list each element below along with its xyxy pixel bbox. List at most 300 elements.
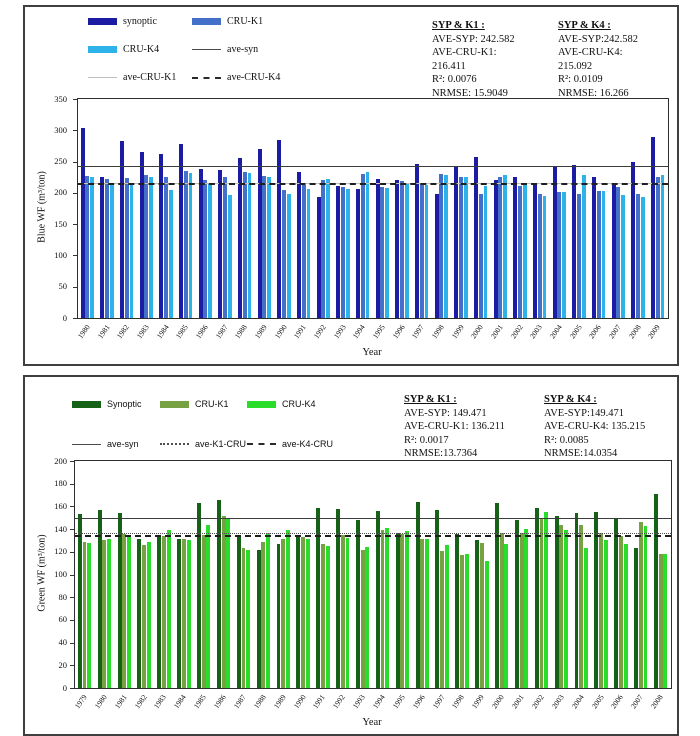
x-tick-label-1981: 1981 <box>112 692 129 711</box>
y-tick-mark <box>70 597 74 598</box>
bar-CRU-K4-2006 <box>602 191 606 318</box>
legend-label: CRU-K1 <box>195 399 229 409</box>
bar-CRU-K1-1997 <box>440 551 444 688</box>
bar-CRU-K1-2004 <box>579 525 583 688</box>
x-tick-label-2008: 2008 <box>648 692 665 711</box>
x-tick-label-1987: 1987 <box>231 692 248 711</box>
bar-CRU-K4-1997 <box>425 185 429 318</box>
bar-synoptic-1985 <box>179 144 183 318</box>
x-tick-label-2009: 2009 <box>645 322 662 341</box>
bar-Synoptic-1995 <box>396 533 400 689</box>
bar-CRU-K1-1990 <box>282 190 286 318</box>
bar-synoptic-1987 <box>218 170 222 318</box>
bar-CRU-K1-1980 <box>102 540 106 688</box>
blue-wf-legend <box>88 16 342 83</box>
legend-item-ave-CRU-K4 <box>192 72 342 83</box>
bar-CRU-K1-1979 <box>83 542 87 688</box>
bar-synoptic-1986 <box>199 169 203 318</box>
bar-synoptic-2008 <box>631 162 635 318</box>
x-tick-label-1988: 1988 <box>251 692 268 711</box>
legend-label: Synoptic <box>107 399 142 409</box>
green-wf-legend <box>72 399 367 449</box>
x-tick-label-1982: 1982 <box>132 692 149 711</box>
legend-swatch-ave-syn <box>192 49 221 50</box>
stats-line: R²: 0.0017 <box>404 434 449 446</box>
legend-label: ave-CRU-K4 <box>227 72 281 83</box>
bar-CRU-K4-1991 <box>307 189 311 319</box>
bar-synoptic-1984 <box>159 154 163 318</box>
bar-CRU-K1-1998 <box>460 555 464 688</box>
bar-synoptic-1997 <box>415 164 419 318</box>
bar-synoptic-1982 <box>120 141 124 318</box>
bar-CRU-K1-1986 <box>203 180 207 318</box>
bar-CRU-K4-1995 <box>405 531 409 688</box>
y-tick-label-0: 0 <box>62 682 67 693</box>
y-tick-mark <box>73 99 77 100</box>
x-tick-label-1997: 1997 <box>430 692 447 711</box>
bar-CRU-K4-1993 <box>346 189 350 319</box>
bar-CRU-K4-1990 <box>287 194 291 319</box>
bar-CRU-K1-1983 <box>162 536 166 688</box>
x-tick-label-2002: 2002 <box>508 322 525 341</box>
legend-label: CRU-K4 <box>123 44 160 55</box>
bar-Synoptic-1979 <box>78 514 82 688</box>
bar-CRU-K1-2006 <box>619 536 623 688</box>
stats-line: NRMSE: 15.9049 <box>432 87 508 99</box>
legend-item-ave-K4-CRU <box>247 439 367 449</box>
green-wf-stats-syp-k1 <box>404 393 544 461</box>
x-tick-label-1989: 1989 <box>271 692 288 711</box>
x-tick-label-1984: 1984 <box>172 692 189 711</box>
bar-Synoptic-1982 <box>137 539 141 688</box>
bar-CRU-K4-1985 <box>189 173 193 318</box>
bar-CRU-K1-2007 <box>616 187 620 318</box>
bar-CRU-K4-1986 <box>208 184 212 318</box>
x-tick-label-2001: 2001 <box>488 322 505 341</box>
stats-line: R²: 0.0085 <box>544 434 589 446</box>
bar-synoptic-2009 <box>651 137 655 318</box>
bar-CRU-K4-1993 <box>365 547 369 688</box>
stats-title: SYP & K4 : <box>558 20 611 31</box>
bar-CRU-K1-2000 <box>479 194 483 319</box>
legend-swatch-CRU-K1 <box>160 401 189 408</box>
bar-synoptic-1992 <box>317 197 321 318</box>
bar-synoptic-2004 <box>553 166 557 318</box>
x-tick-label-1993: 1993 <box>350 692 367 711</box>
x-tick-label-1989: 1989 <box>252 322 269 341</box>
x-tick-label-1995: 1995 <box>390 692 407 711</box>
y-tick-label-100: 100 <box>54 569 67 579</box>
legend-label: ave-CRU-K1 <box>123 72 177 83</box>
bar-CRU-K4-2001 <box>524 529 528 688</box>
bar-CRU-K1-2004 <box>557 192 561 318</box>
bar-CRU-K1-2005 <box>577 194 581 319</box>
x-tick-label-1996: 1996 <box>390 322 407 341</box>
legend-item-CRU-K1 <box>160 399 247 409</box>
y-tick-label-120: 120 <box>54 546 67 557</box>
legend-label: ave-syn <box>107 439 139 449</box>
y-tick-label-200: 200 <box>54 187 67 198</box>
x-tick-label-1994: 1994 <box>370 692 387 711</box>
bar-Synoptic-1984 <box>177 539 181 688</box>
bar-CRU-K1-1992 <box>341 535 345 688</box>
avg-line-ave-CRU-K4 <box>78 183 668 185</box>
bar-CRU-K1-1992 <box>321 180 325 318</box>
green-wf-y-axis-ticks <box>27 455 71 693</box>
legend-swatch-ave-CRU-K1 <box>88 77 117 78</box>
stats-line: NRMSE:13.7364 <box>404 448 478 459</box>
y-tick-label-50: 50 <box>58 281 67 292</box>
bar-CRU-K4-1984 <box>187 540 191 688</box>
bar-CRU-K1-1998 <box>439 174 443 319</box>
bar-CRU-K1-1981 <box>122 534 126 688</box>
stats-line: AVE-SYP:149.471 <box>544 407 625 419</box>
legend-swatch-CRU-K1 <box>192 18 221 25</box>
y-tick-mark <box>73 162 77 163</box>
x-tick-label-2006: 2006 <box>609 692 626 711</box>
bar-CRU-K4-1992 <box>326 179 330 318</box>
stats-line: AVE-CRU-K1: 136.211 <box>404 421 505 432</box>
legend-label: synoptic <box>123 16 157 27</box>
bar-CRU-K1-2006 <box>597 191 601 318</box>
green-wf-stats-syp-k4 <box>544 393 684 461</box>
x-tick-label-1997: 1997 <box>409 322 426 341</box>
bar-CRU-K4-1988 <box>248 173 252 318</box>
bar-CRU-K1-1995 <box>380 187 384 318</box>
green-wf-panel <box>23 375 679 736</box>
x-tick-label-1998: 1998 <box>450 692 467 711</box>
bar-CRU-K1-1996 <box>400 181 404 318</box>
x-tick-label-2008: 2008 <box>626 322 643 341</box>
bar-CRU-K1-1984 <box>182 539 186 688</box>
legend-item-CRU-K4 <box>88 44 192 55</box>
stats-line: R²: 0.0076 <box>432 74 477 85</box>
bar-CRU-K1-2002 <box>540 518 544 688</box>
bar-CRU-K1-1982 <box>125 178 129 318</box>
x-tick-label-1979: 1979 <box>72 692 89 711</box>
avg-line-ave-syn <box>75 518 671 519</box>
bar-Synoptic-1997 <box>435 510 439 688</box>
legend-item-ave-syn <box>72 439 160 449</box>
y-tick-mark <box>70 552 74 553</box>
bar-CRU-K1-2007 <box>639 522 643 688</box>
y-tick-label-140: 140 <box>54 523 67 534</box>
bar-CRU-K4-1998 <box>444 175 448 318</box>
bar-Synoptic-1989 <box>277 544 281 688</box>
bar-CRU-K1-2005 <box>599 533 603 689</box>
bar-CRU-K1-1991 <box>302 185 306 318</box>
x-tick-label-1990: 1990 <box>272 322 289 341</box>
bar-CRU-K1-2003 <box>559 525 563 688</box>
bar-CRU-K1-2001 <box>498 177 502 318</box>
bar-CRU-K1-2002 <box>518 186 522 318</box>
bar-CRU-K4-1991 <box>326 546 330 688</box>
bar-CRU-K1-1999 <box>480 543 484 688</box>
bar-synoptic-1995 <box>376 179 380 318</box>
y-tick-mark <box>73 224 77 225</box>
x-tick-label-1991: 1991 <box>291 322 308 341</box>
bar-CRU-K4-1999 <box>485 561 489 688</box>
bar-CRU-K1-2008 <box>636 194 640 319</box>
bar-synoptic-1991 <box>297 172 301 318</box>
bar-CRU-K4-2008 <box>663 554 667 688</box>
y-tick-mark <box>70 506 74 507</box>
y-tick-mark <box>70 575 74 576</box>
legend-swatch-Synoptic <box>72 401 101 408</box>
bar-CRU-K4-1999 <box>464 177 468 318</box>
bar-synoptic-1993 <box>336 186 340 318</box>
x-tick-label-1982: 1982 <box>114 322 131 341</box>
bar-synoptic-2003 <box>533 183 537 318</box>
bar-Synoptic-1983 <box>157 537 161 688</box>
y-tick-label-250: 250 <box>54 156 67 167</box>
y-tick-label-0: 0 <box>62 312 67 323</box>
bar-CRU-K4-1997 <box>445 545 449 688</box>
bar-Synoptic-1996 <box>416 502 420 688</box>
bar-Synoptic-2004 <box>575 513 579 688</box>
bar-CRU-K4-1982 <box>130 184 134 319</box>
y-tick-label-20: 20 <box>58 659 67 670</box>
x-tick-label-1980: 1980 <box>92 692 109 711</box>
bar-CRU-K4-2005 <box>582 175 586 318</box>
x-tick-label-2005: 2005 <box>589 692 606 711</box>
bar-CRU-K4-2003 <box>564 530 568 688</box>
x-tick-label-1998: 1998 <box>429 322 446 341</box>
bar-CRU-K1-1996 <box>420 539 424 688</box>
x-tick-label-2007: 2007 <box>606 322 623 341</box>
legend-item-ave-K1-CRU <box>160 439 247 449</box>
x-tick-label-1999: 1999 <box>449 322 466 341</box>
bar-CRU-K1-1983 <box>144 175 148 318</box>
blue-wf-chart <box>77 98 669 319</box>
legend-swatch-ave-K4-CRU <box>247 443 276 445</box>
bar-CRU-K1-2000 <box>500 533 504 689</box>
legend-swatch-ave-K1-CRU <box>160 443 189 445</box>
x-tick-label-1992: 1992 <box>311 322 328 341</box>
x-tick-label-1996: 1996 <box>410 692 427 711</box>
x-tick-label-1983: 1983 <box>134 322 151 341</box>
legend-label: CRU-K4 <box>282 399 316 409</box>
x-tick-label-1983: 1983 <box>152 692 169 711</box>
bar-CRU-K4-1996 <box>405 183 409 318</box>
x-tick-label-1987: 1987 <box>213 322 230 341</box>
y-tick-mark <box>73 255 77 256</box>
bar-CRU-K1-1997 <box>420 184 424 319</box>
blue-wf-y-axis-title: Blue WF (m³/ton) <box>36 171 48 243</box>
blue-wf-stats-syp-k1 <box>432 19 572 100</box>
green-wf-chart <box>74 460 672 689</box>
legend-item-CRU-K4 <box>247 399 367 409</box>
bar-CRU-K4-1985 <box>206 525 210 688</box>
bar-synoptic-1980 <box>81 128 85 318</box>
y-tick-mark <box>70 529 74 530</box>
bar-CRU-K4-1984 <box>169 190 173 318</box>
bar-CRU-K1-1994 <box>381 530 385 688</box>
x-tick-label-1992: 1992 <box>330 692 347 711</box>
bar-Synoptic-1993 <box>356 520 360 688</box>
stats-line: AVE-CRU-K4: <box>558 47 623 58</box>
bar-CRU-K4-1998 <box>465 554 469 688</box>
bar-CRU-K4-2005 <box>604 540 608 688</box>
bar-synoptic-2006 <box>592 177 596 318</box>
bar-CRU-K1-1989 <box>262 176 266 318</box>
blue-wf-stats-syp-k4 <box>558 19 698 100</box>
bar-CRU-K1-1986 <box>222 516 226 689</box>
blue-wf-x-axis-title: Year <box>362 347 382 358</box>
stats-line: NRMSE: 16.266 <box>558 87 629 99</box>
x-tick-label-2004: 2004 <box>569 692 586 711</box>
y-tick-label-350: 350 <box>54 93 67 104</box>
legend-label: ave-K4-CRU <box>282 439 334 449</box>
y-tick-mark <box>70 665 74 666</box>
stats-line: AVE-SYP: 242.582 <box>432 33 515 45</box>
bar-CRU-K4-2007 <box>621 195 625 318</box>
legend-item-Synoptic <box>72 399 160 409</box>
bar-Synoptic-1988 <box>257 550 261 689</box>
bar-CRU-K1-1994 <box>361 174 365 319</box>
bar-Synoptic-2006 <box>614 518 618 688</box>
y-tick-label-100: 100 <box>54 249 67 260</box>
bar-Synoptic-1998 <box>455 534 459 688</box>
bar-CRU-K4-1996 <box>425 539 429 688</box>
x-tick-label-2003: 2003 <box>527 322 544 341</box>
legend-swatch-ave-CRU-K4 <box>192 77 221 79</box>
bar-CRU-K1-2003 <box>538 194 542 319</box>
bar-CRU-K1-1991 <box>321 544 325 688</box>
bar-CRU-K4-1982 <box>147 542 151 688</box>
bar-CRU-K1-1993 <box>341 187 345 318</box>
x-tick-label-1990: 1990 <box>291 692 308 711</box>
bar-CRU-K1-1987 <box>242 548 246 688</box>
bar-CRU-K4-1992 <box>346 538 350 688</box>
bar-CRU-K4-2002 <box>544 512 548 688</box>
bar-CRU-K4-1989 <box>267 177 271 318</box>
stats-line: 216.411 <box>432 60 466 72</box>
legend-swatch-synoptic <box>88 18 117 25</box>
y-tick-mark <box>70 643 74 644</box>
y-tick-label-60: 60 <box>58 614 67 625</box>
bar-CRU-K4-1986 <box>226 518 230 688</box>
bar-CRU-K4-1980 <box>90 177 94 318</box>
bar-CRU-K1-2008 <box>659 554 663 688</box>
bar-CRU-K1-1985 <box>184 171 188 318</box>
bar-CRU-K1-1984 <box>164 177 168 318</box>
legend-item-CRU-K1 <box>192 16 342 27</box>
bar-Synoptic-2001 <box>515 520 519 688</box>
stats-title: SYP & K4 : <box>544 394 597 405</box>
bar-CRU-K1-1999 <box>459 177 463 318</box>
x-tick-label-1995: 1995 <box>370 322 387 341</box>
bar-CRU-K4-1981 <box>127 536 131 688</box>
y-tick-label-180: 180 <box>54 478 67 489</box>
bar-CRU-K4-2004 <box>584 548 588 688</box>
bar-Synoptic-2005 <box>594 512 598 688</box>
avg-line-ave-K4-CRU <box>75 535 671 537</box>
bar-Synoptic-1990 <box>296 536 300 688</box>
y-tick-label-160: 160 <box>54 500 67 511</box>
stats-line: 215.092 <box>558 60 593 72</box>
bar-CRU-K1-1990 <box>301 537 305 688</box>
legend-item-ave-syn <box>192 44 342 55</box>
bar-Synoptic-2003 <box>555 516 559 689</box>
bar-CRU-K1-1982 <box>142 545 146 688</box>
green-wf-y-axis-title: Green WF (m³/ton) <box>36 534 48 612</box>
bar-CRU-K4-2008 <box>641 197 645 318</box>
bar-CRU-K4-1981 <box>110 184 114 318</box>
bar-synoptic-1983 <box>140 152 144 318</box>
bar-CRU-K4-1987 <box>246 550 250 689</box>
stats-title: SYP & K1 : <box>404 394 457 405</box>
legend-swatch-CRU-K4 <box>247 401 276 408</box>
bar-CRU-K1-1993 <box>361 550 365 689</box>
bar-CRU-K4-2007 <box>644 526 648 688</box>
bar-CRU-K4-1983 <box>149 177 153 318</box>
bar-synoptic-2002 <box>513 177 517 318</box>
legend-item-synoptic <box>88 16 192 27</box>
x-tick-label-1986: 1986 <box>193 322 210 341</box>
bar-Synoptic-1981 <box>118 513 122 688</box>
bar-CRU-K4-1994 <box>385 528 389 688</box>
bar-CRU-K4-1990 <box>306 539 310 688</box>
bar-synoptic-2001 <box>494 180 498 318</box>
bar-CRU-K4-1989 <box>286 530 290 688</box>
bar-synoptic-2000 <box>474 157 478 318</box>
stats-title: SYP & K1 : <box>432 20 485 31</box>
x-tick-label-1993: 1993 <box>331 322 348 341</box>
bar-Synoptic-1985 <box>197 503 201 688</box>
x-tick-label-2002: 2002 <box>529 692 546 711</box>
x-tick-label-1986: 1986 <box>211 692 228 711</box>
legend-label: ave-K1-CRU <box>195 439 247 449</box>
bar-CRU-K1-1985 <box>202 535 206 688</box>
stats-line: AVE-CRU-K1: <box>432 47 497 58</box>
y-tick-label-150: 150 <box>54 218 67 229</box>
bar-Synoptic-2007 <box>634 548 638 688</box>
blue-wf-y-axis-ticks <box>27 93 71 323</box>
bar-CRU-K1-1988 <box>243 172 247 318</box>
bar-CRU-K4-1979 <box>87 543 91 688</box>
bar-synoptic-1981 <box>100 177 104 318</box>
bar-synoptic-2005 <box>572 165 576 318</box>
x-tick-label-1999: 1999 <box>470 692 487 711</box>
y-tick-label-40: 40 <box>58 637 67 648</box>
legend-label: ave-syn <box>227 44 259 55</box>
x-tick-label-1980: 1980 <box>75 322 92 341</box>
bar-Synoptic-1980 <box>98 510 102 688</box>
x-tick-label-2000: 2000 <box>468 322 485 341</box>
bar-CRU-K4-2000 <box>504 544 508 688</box>
y-tick-label-80: 80 <box>58 591 67 602</box>
bar-Synoptic-2008 <box>654 494 658 688</box>
y-tick-mark <box>70 461 74 462</box>
bar-synoptic-1996 <box>395 180 399 318</box>
bar-CRU-K1-2009 <box>656 177 660 318</box>
legend-item-ave-CRU-K1 <box>88 72 192 83</box>
bar-synoptic-2007 <box>612 184 616 318</box>
y-tick-mark <box>73 193 77 194</box>
bar-CRU-K1-1987 <box>223 177 227 318</box>
bar-synoptic-1998 <box>435 194 439 319</box>
bar-synoptic-1994 <box>356 189 360 318</box>
x-tick-label-1988: 1988 <box>232 322 249 341</box>
x-tick-label-1984: 1984 <box>154 322 171 341</box>
green-wf-x-axis-title: Year <box>362 717 382 728</box>
bar-CRU-K1-1980 <box>85 176 89 318</box>
x-tick-label-1985: 1985 <box>191 692 208 711</box>
bar-CRU-K4-2000 <box>484 186 488 318</box>
bar-Synoptic-1986 <box>217 500 221 688</box>
y-tick-mark <box>73 287 77 288</box>
